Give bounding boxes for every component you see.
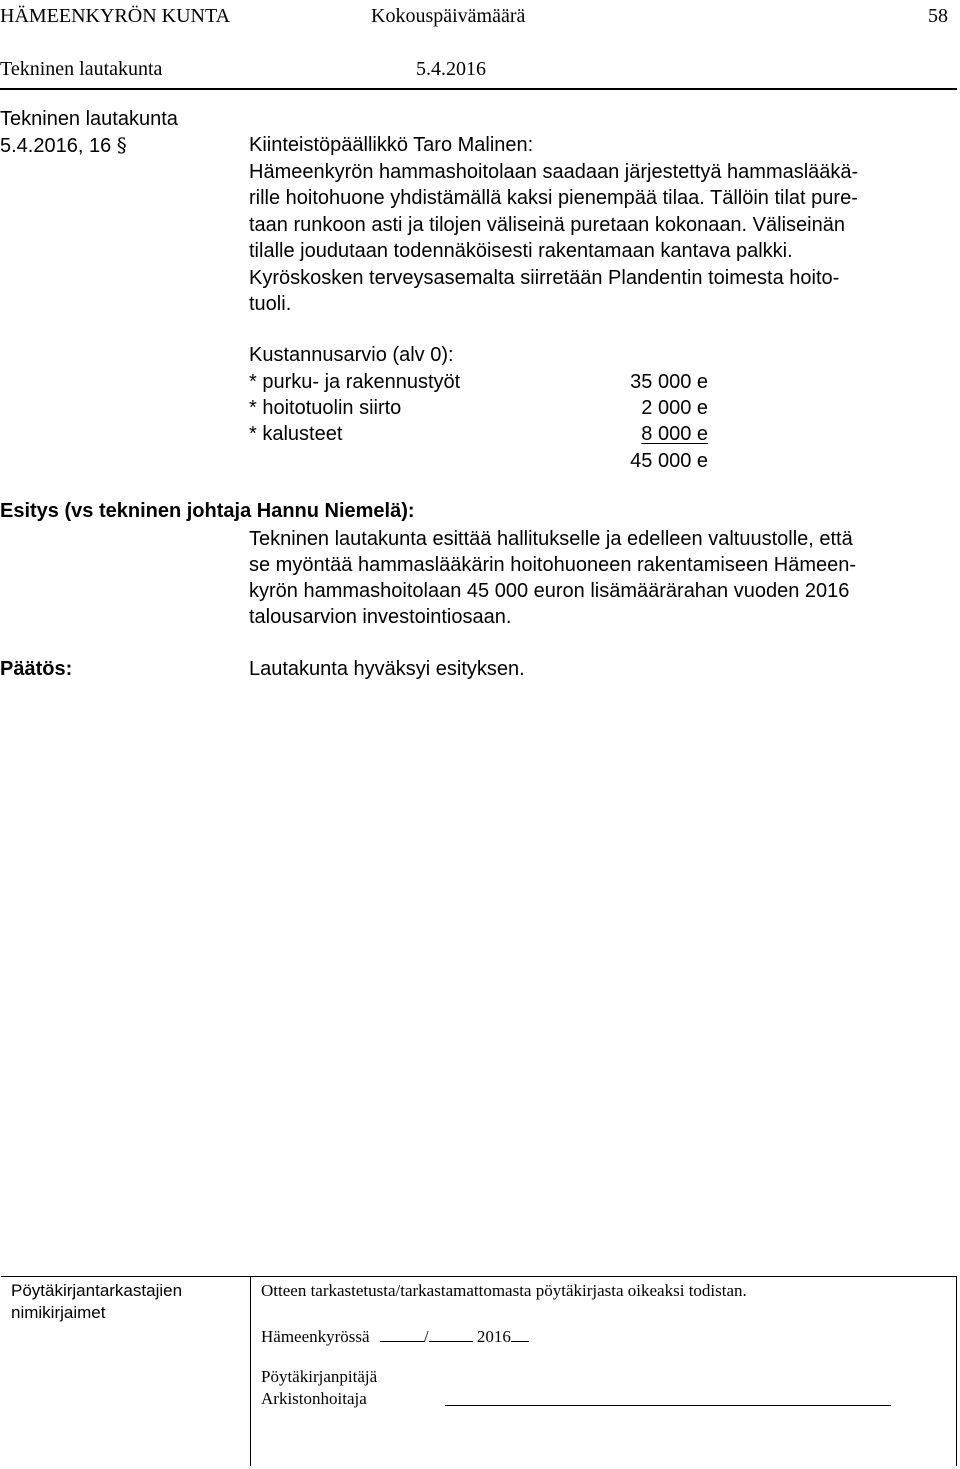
header-meeting-date-label: Kokouspäivämäärä bbox=[371, 5, 526, 27]
cost-item-row bbox=[249, 421, 719, 447]
footer-secretary bbox=[261, 1366, 377, 1410]
footer-initials-line2: nimikirjaimet bbox=[11, 1303, 106, 1322]
header-page-number: 58 bbox=[928, 5, 948, 27]
body-line: tilalle joudutaan todennäköisesti rakentamaan kantava palkki. bbox=[249, 240, 793, 262]
day-blank bbox=[380, 1325, 424, 1342]
cost-item-label: * kalusteet bbox=[249, 423, 343, 445]
year-blank bbox=[511, 1325, 529, 1342]
footer-certify: Otteen tarkastetusta/tarkastamattomasta pöytäkirjasta oikeaksi todistan. bbox=[261, 1281, 747, 1300]
body-line: taan runkoon asti ja tilojen väliseinä puretaan kokonaan. Väliseinän bbox=[249, 213, 845, 236]
proposal-line: kyrön hammashoitolaan 45 000 euron lisämäärärahan vuoden 2016 bbox=[249, 580, 850, 602]
cost-item-row bbox=[249, 369, 719, 395]
cost-total-row bbox=[249, 448, 719, 474]
decision-text: Lautakunta hyväksyi esityksen. bbox=[249, 658, 525, 680]
proposal-line: se myöntää hammaslääkärin hoitohuoneen rakentamiseen Hämeen- bbox=[249, 554, 857, 576]
footer-place-date bbox=[261, 1325, 529, 1348]
cost-total: 45 000 e bbox=[630, 450, 708, 472]
footer-divider bbox=[250, 1276, 251, 1466]
cost-item-amount: 8 000 e bbox=[641, 423, 708, 445]
footer-place: Hämeenkyrössä bbox=[261, 1327, 370, 1346]
cost-item-label: * hoitotuolin siirto bbox=[249, 397, 402, 419]
section-ref-text: 5.4.2016, 16 bbox=[0, 135, 112, 157]
signature-line bbox=[445, 1405, 891, 1406]
body-line: tuoli. bbox=[249, 293, 292, 315]
header-committee: Tekninen lautakunta bbox=[0, 58, 163, 80]
body-line: Kyröskosken terveysasemalta siirretään Plandentin toimesta hoito- bbox=[249, 266, 840, 289]
footer-initials-line1: Pöytäkirjantarkastajien bbox=[11, 1281, 183, 1300]
cost-item-amount: 35 000 e bbox=[630, 371, 708, 393]
header-meeting-date: 5.4.2016 bbox=[416, 58, 486, 80]
body-line: Kiinteistöpäällikkö Taro Malinen: bbox=[249, 134, 534, 156]
footer-secretary-line2: Arkistonhoitaja bbox=[261, 1389, 367, 1408]
decision-label: Päätös: bbox=[0, 658, 73, 680]
body-line: rille hoitohuone yhdistämällä kaksi pienempää tilaa. Tällöin tilat pure- bbox=[249, 187, 858, 209]
body-paragraph bbox=[249, 132, 858, 318]
month-blank bbox=[429, 1325, 473, 1342]
proposal-heading: Esitys (vs tekninen johtaja Hannu Niemelä): bbox=[0, 500, 415, 522]
cost-estimate-title: Kustannusarvio (alv 0): bbox=[249, 344, 454, 366]
footer-date-slash: / bbox=[423, 1327, 429, 1346]
body-line: Hämeenkyrön hammashoitolaan saadaan järjestettyä hammaslääkä- bbox=[249, 160, 859, 183]
proposal-line: Tekninen lautakunta esittää hallitukselle ja edelleen valtuustolle, että bbox=[249, 528, 853, 550]
header-org: HÄMEENKYRÖN KUNTA bbox=[0, 5, 231, 27]
section-sign: § bbox=[116, 133, 127, 157]
cost-item-label: * purku- ja rakennustyöt bbox=[249, 371, 461, 393]
proposal-line: talousarvion investointiosaan. bbox=[249, 606, 512, 628]
footer-right-border bbox=[956, 1276, 957, 1466]
section-committee: Tekninen lautakunta bbox=[0, 108, 178, 130]
footer-year: 2016 bbox=[476, 1327, 511, 1346]
cost-item-amount: 2 000 e bbox=[641, 397, 708, 419]
section-ref bbox=[0, 132, 127, 160]
cost-item-row bbox=[249, 395, 719, 421]
footer-secretary-line1: Pöytäkirjanpitäjä bbox=[261, 1367, 378, 1386]
proposal-text bbox=[249, 526, 856, 630]
header-rule bbox=[0, 88, 957, 90]
footer-initials-label bbox=[11, 1280, 182, 1324]
